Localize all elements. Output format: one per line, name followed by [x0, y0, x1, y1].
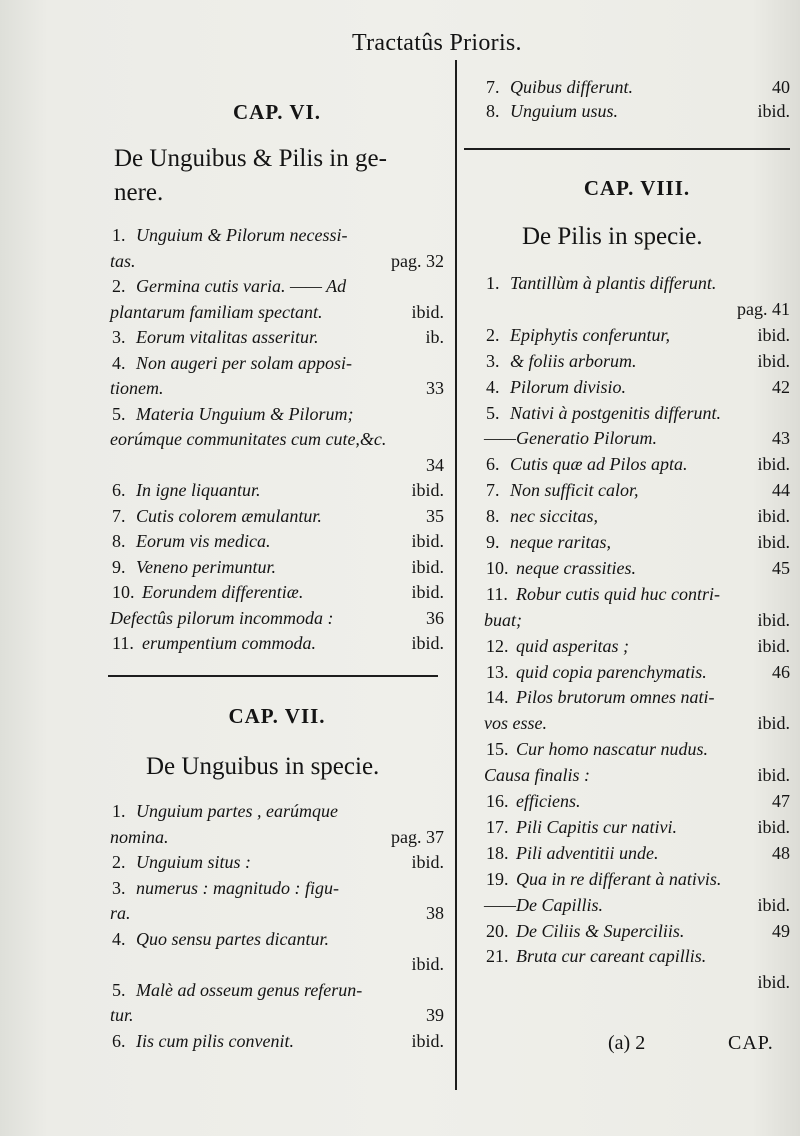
toc-entry — [110, 977, 444, 1003]
toc-entry — [110, 1028, 444, 1054]
entry-text: Cutis quæ ad Pilos apta. — [510, 454, 688, 475]
entry-text: efficiens. — [516, 791, 581, 811]
entry-number: 15. — [486, 739, 509, 760]
toc-entry — [110, 401, 444, 427]
toc-entry — [484, 529, 790, 555]
entry-number: 6. — [486, 454, 500, 475]
page-reference: 44 — [772, 480, 790, 501]
page-reference: ibid. — [757, 506, 790, 527]
toc-entry — [484, 918, 790, 944]
toc-entry — [484, 892, 790, 918]
toc-entry — [484, 840, 790, 866]
toc-entry — [110, 273, 444, 299]
entry-text: Cur homo nascatur nudus. — [516, 739, 709, 760]
entry-text: Quo sensu partes dicantur. — [136, 928, 329, 949]
toc-entry — [110, 477, 444, 503]
entry-text: Non sufficit calor, — [510, 480, 639, 501]
entry-text: Non augeri per solam apposi- — [136, 352, 352, 373]
entry-text: Eorundem differentiæ. — [142, 582, 304, 602]
entry-text: tur. — [110, 1005, 134, 1025]
entry-text: ——De Capillis. — [484, 894, 604, 915]
toc-entry — [484, 866, 790, 892]
page-reference: ibid. — [757, 816, 790, 837]
section-rule — [108, 675, 438, 677]
entry-number: 6. — [112, 1030, 126, 1051]
entry-text: Defectûs pilorum incommoda : — [110, 607, 334, 628]
page-reference: ibid. — [757, 765, 790, 786]
cap7-heading: CAP. VII. — [228, 704, 326, 728]
entry-text: Quibus differunt. — [510, 77, 634, 97]
entry-text: tionem. — [110, 378, 164, 398]
entry-number: 16. — [486, 791, 509, 811]
toc-entry — [484, 348, 790, 374]
page-reference: ibid. — [757, 350, 790, 371]
page-reference: 33 — [426, 378, 444, 398]
entry-text: plantarum familiam spectant. — [110, 301, 323, 322]
toc-entry — [110, 630, 444, 656]
page-reference: ibid. — [757, 101, 790, 121]
toc-entry — [110, 426, 444, 452]
toc-entry — [110, 579, 444, 605]
toc-entry — [484, 788, 790, 814]
entry-number: 10. — [486, 557, 509, 578]
toc-entry — [484, 762, 790, 788]
toc-entry — [484, 659, 790, 685]
entry-text: buat; — [484, 609, 522, 630]
cap8-heading: CAP. VIII. — [583, 176, 691, 200]
page-reference: ibid. — [411, 852, 444, 872]
page-reference: ib. — [425, 327, 444, 347]
page-reference: 45 — [772, 557, 790, 578]
toc-entry — [110, 900, 444, 926]
page-reference: ibid. — [411, 1030, 444, 1051]
page-reference: 38 — [426, 903, 444, 923]
entry-number: 7. — [486, 480, 500, 501]
toc-entry — [484, 633, 790, 659]
page-reference: ibid. — [411, 633, 444, 653]
entry-number: 1. — [112, 225, 126, 245]
entry-number: 6. — [112, 480, 126, 500]
page-reference: ibid. — [757, 635, 790, 656]
entry-text: Cutis colorem æmulantur. — [136, 505, 322, 526]
entry-text: De Ciliis & Superciliis. — [516, 920, 685, 941]
entry-text: vos esse. — [484, 713, 547, 734]
entry-number: 4. — [112, 928, 126, 949]
page-reference: 43 — [772, 428, 790, 449]
page-reference: 49 — [772, 920, 790, 941]
toc-entry — [110, 350, 444, 376]
entry-text: Causa finalis : — [484, 765, 591, 786]
entry-text: Unguium usus. — [510, 101, 619, 121]
page-reference: pag. 32 — [391, 250, 444, 271]
entry-number: 14. — [486, 687, 509, 708]
page-reference: 47 — [772, 791, 790, 811]
running-head: Tractatûs Prioris. — [352, 30, 522, 56]
entry-text: ——Generatio Pilorum. — [484, 428, 657, 449]
entry-number: 4. — [486, 376, 500, 397]
toc-entry — [484, 607, 790, 633]
entry-number: 9. — [112, 556, 126, 577]
entry-number: 3. — [486, 350, 500, 371]
entry-text: ra. — [110, 903, 131, 923]
page-reference: pag. 41 — [737, 298, 790, 319]
entry-text: Pilorum divisio. — [510, 376, 626, 397]
toc-entry — [484, 581, 790, 607]
page-reference: 34 — [426, 454, 444, 475]
toc-entry — [110, 554, 444, 580]
entry-text: Unguium partes , earúmque — [136, 801, 338, 821]
toc-entry — [110, 926, 444, 952]
toc-entry — [484, 503, 790, 529]
entry-number: 9. — [486, 532, 500, 552]
entry-number: 11. — [112, 633, 134, 653]
entry-text: Pili Capitis cur nativi. — [516, 816, 677, 837]
entry-number: 10. — [112, 582, 135, 602]
toc-entry — [484, 451, 790, 477]
toc-entry — [110, 452, 444, 478]
page-reference: ibid. — [411, 556, 444, 577]
page-reference: ibid. — [757, 324, 790, 345]
entry-number: 5. — [112, 979, 126, 1000]
entry-number: 8. — [486, 506, 500, 527]
page-reference: ibid. — [411, 531, 444, 551]
entry-number: 5. — [112, 403, 126, 424]
entry-number: 2. — [112, 276, 126, 296]
page-reference: ibid. — [757, 454, 790, 475]
page-reference: ibid. — [411, 301, 444, 322]
entry-text: Materia Unguium & Pilorum; — [136, 403, 354, 424]
entry-number: 7. — [486, 77, 500, 97]
toc-entry — [110, 528, 444, 554]
page-reference: ibid. — [411, 954, 444, 974]
cap6-title-line1: De Unguibus & Pilis in ge- — [114, 145, 387, 172]
entry-text: eorúmque communitates cum cute,&c. — [110, 429, 387, 449]
entry-text: Nativi à postgenitis differunt. — [510, 402, 721, 423]
entry-text: quid asperitas ; — [516, 635, 630, 656]
entry-number: 21. — [486, 946, 509, 967]
entry-text: Pili adventitii unde. — [516, 842, 659, 863]
entry-number: 3. — [112, 877, 126, 898]
page-reference: ibid. — [757, 894, 790, 915]
entry-number: 19. — [486, 868, 509, 889]
entry-text: Pilos brutorum omnes nati- — [516, 687, 715, 708]
entry-text: erumpentium commoda. — [142, 633, 316, 653]
entry-text: Unguium & Pilorum necessi- — [136, 225, 348, 245]
entry-text: Robur cutis quid huc contri- — [516, 583, 720, 604]
toc-entry — [110, 324, 444, 350]
toc-entry — [484, 296, 790, 322]
entry-text: nec siccitas, — [510, 506, 598, 527]
entry-text: Bruta cur careant capillis. — [516, 946, 707, 967]
entry-text: In igne liquantur. — [136, 480, 261, 500]
toc-entry — [110, 299, 444, 325]
page-reference: 39 — [426, 1005, 444, 1025]
page-reference: 40 — [772, 77, 790, 97]
toc-entry — [110, 849, 444, 875]
entry-text: tas. — [110, 250, 136, 271]
catchword: CAP. — [728, 1032, 774, 1054]
toc-entry — [110, 1002, 444, 1028]
toc-entry — [110, 222, 444, 248]
toc-entry — [484, 736, 790, 762]
page-reference: ibid. — [757, 609, 790, 630]
entry-text: nomina. — [110, 826, 169, 847]
entry-text: neque crassities. — [516, 557, 636, 578]
entry-text: Iis cum pilis convenit. — [136, 1030, 294, 1051]
entry-number: 11. — [486, 583, 508, 604]
toc-entry — [110, 248, 444, 274]
toc-entry — [484, 684, 790, 710]
entry-text: Malè ad osseum genus referun- — [136, 979, 363, 1000]
column-divider — [455, 60, 457, 1090]
entry-number: 3. — [112, 327, 126, 347]
toc-entry — [484, 555, 790, 581]
page-reference: ibid. — [757, 972, 790, 993]
toc-entry — [110, 375, 444, 401]
toc-entry — [484, 969, 790, 995]
page-reference: 46 — [772, 661, 790, 682]
toc-entry — [110, 605, 444, 631]
cap7-title: De Unguibus in specie. — [146, 753, 380, 780]
entry-number: 1. — [112, 801, 126, 821]
entry-number: 2. — [486, 324, 500, 345]
entry-text: Eorum vitalitas asseritur. — [136, 327, 319, 347]
toc-entry — [110, 503, 444, 529]
cap6-title-line2: nere. — [114, 179, 164, 206]
toc-entry — [484, 270, 790, 296]
entry-text: Epiphytis conferuntur, — [510, 324, 670, 345]
page-reference: 42 — [772, 376, 790, 397]
toc-entry — [484, 74, 790, 98]
entry-number: 7. — [112, 505, 126, 526]
toc-entry — [110, 875, 444, 901]
entry-number: 1. — [486, 273, 500, 293]
toc-entry — [484, 322, 790, 348]
page-reference: 36 — [426, 607, 444, 628]
cap6-heading: CAP. VI. — [233, 100, 321, 124]
entry-text: neque raritas, — [510, 532, 611, 552]
entry-text: quid copia parenchymatis. — [516, 661, 707, 682]
toc-entry — [484, 374, 790, 400]
signature-mark: (a) 2 — [608, 1032, 646, 1054]
page-reference: ibid. — [757, 713, 790, 734]
page-reference: 48 — [772, 842, 790, 863]
toc-entry — [484, 814, 790, 840]
entry-text: Qua in re differant à nativis. — [516, 868, 722, 889]
page-reference: ibid. — [757, 532, 790, 552]
toc-entry — [484, 710, 790, 736]
page-reference: ibid. — [411, 582, 444, 602]
entry-number: 8. — [112, 531, 126, 551]
entry-number: 18. — [486, 842, 509, 863]
entry-number: 5. — [486, 402, 500, 423]
page-reference: ibid. — [411, 480, 444, 500]
entry-text: Eorum vis medica. — [136, 531, 271, 551]
entry-text: Unguium situs : — [136, 852, 252, 872]
toc-entry — [484, 98, 790, 122]
page-reference: pag. 37 — [391, 826, 444, 847]
toc-entry — [484, 943, 790, 969]
entry-text: Veneno perimuntur. — [136, 556, 276, 577]
toc-entry — [110, 824, 444, 850]
entry-number: 2. — [112, 852, 126, 872]
toc-entry — [484, 425, 790, 451]
toc-entry — [110, 798, 444, 824]
entry-number: 17. — [486, 816, 509, 837]
entry-number: 8. — [486, 101, 500, 121]
entry-text: & foliis arborum. — [510, 350, 637, 371]
entry-number: 20. — [486, 920, 509, 941]
page-reference: 35 — [426, 505, 444, 526]
entry-text: Germina cutis varia. —— Ad — [136, 276, 347, 296]
entry-text: Tantillùm à plantis differunt. — [510, 273, 717, 293]
toc-entry — [110, 951, 444, 977]
toc-entry — [484, 400, 790, 426]
cap8-title: De Pilis in specie. — [522, 223, 703, 250]
entry-number: 12. — [486, 635, 509, 656]
entry-number: 13. — [486, 661, 509, 682]
entry-text: numerus : magnitudo : figu- — [136, 877, 339, 898]
entry-number: 4. — [112, 352, 126, 373]
section-rule — [464, 148, 790, 150]
toc-entry — [484, 477, 790, 503]
